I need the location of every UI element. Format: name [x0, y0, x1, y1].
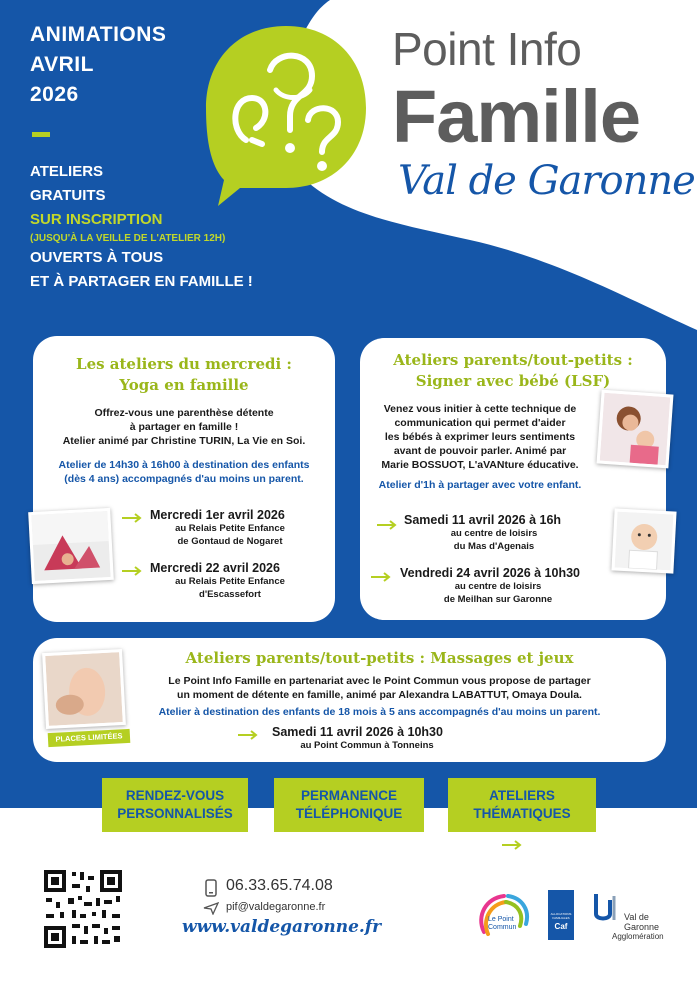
yoga-session-2: Mercredi 22 avril 2026 au Relais Petite Enfance d'Escassefort	[150, 561, 285, 600]
places-limitees-badge: PLACES LIMITÉES	[48, 729, 131, 747]
lsf-blue-1: Atelier d'1h à partager avec votre enfant.	[378, 479, 582, 491]
lsf-photo-mother-baby	[597, 390, 674, 469]
brand-famille: Famille	[392, 75, 640, 158]
lsf-session-2: Vendredi 24 avril 2026 à 10h30 au centre de loisirs de Meilhan sur Garonne	[400, 566, 580, 605]
ateliers-thematiques-button[interactable]: ATELIERS THÉMATIQUES	[448, 778, 596, 832]
phone-number[interactable]: 06.33.65.74.08	[226, 877, 333, 894]
yoga-text-1: Offrez-vous une parenthèse détente	[94, 407, 274, 419]
massage-photo	[42, 649, 126, 729]
yoga-text-3: Atelier animé par Christine TURIN, La Vie en Soi.	[62, 435, 306, 447]
arrow-icon	[122, 513, 144, 523]
arrow-icon	[377, 520, 399, 530]
yoga-blue-1: Atelier de 14h30 à 16h00 à destination des enfants	[58, 459, 310, 471]
lsf-title-1: Ateliers parents/tout-petits :	[393, 351, 633, 369]
qr-code-icon[interactable]	[42, 868, 124, 950]
green-dash	[32, 132, 50, 137]
lsf-text-1: Venez vous initier à cette technique de	[383, 403, 577, 415]
massage-title: Ateliers parents/tout-petits : Massages et jeux	[185, 649, 574, 667]
le-point-commun-logo: Le Point Commun	[474, 892, 532, 942]
yoga-title-1: Les ateliers du mercredi :	[76, 355, 292, 373]
massage-text-2: un moment de détente en famille, animé par Alexandra LABATTUT, Omaya Doula.	[177, 689, 582, 701]
send-icon	[203, 902, 219, 915]
rendez-vous-button[interactable]: RENDEZ-VOUS PERSONNALISÉS	[102, 778, 248, 832]
lsf-text-2: communication qui permet d'aider	[394, 417, 566, 429]
massage-session-1: Samedi 11 avril 2026 à 10h30 au Point Commun à Tonneins	[272, 725, 443, 751]
brand-point-info: Point Info	[392, 23, 582, 75]
ateliers-info: ATELIERS GRATUITS SUR INSCRIPTION (JUSQU'À LA VEILLE DE L'ATELIER 12H) OUVERTS À TOUS ET À PARTAGER EN FAMILLE !	[30, 163, 253, 290]
val-de-garonne-logo: Val de Garonne Agglomération	[590, 884, 668, 946]
lsf-session-1: Samedi 11 avril 2026 à 16h au centre de loisirs du Mas d'Agenais	[404, 513, 562, 552]
lsf-text-5: Marie BOSSUOT, L'aVANture éducative.	[381, 459, 579, 471]
yoga-blue-2: (dès 4 ans) accompagnés d'au moins un parent.	[64, 473, 304, 485]
website-link[interactable]: www.valdegaronne.fr	[182, 917, 382, 937]
arrow-icon	[122, 566, 144, 576]
question-bubble-logo	[200, 20, 372, 210]
arrow-icon	[371, 572, 393, 582]
massage-blue-1: Atelier à destination des enfants de 18 mois à 5 ans accompagnés d'au moins un parent.	[158, 706, 601, 718]
caf-logo: ALLOCATIONS FAMILIALES Caf	[548, 890, 574, 940]
yoga-title-2: Yoga en famille	[119, 376, 249, 394]
massage-text-1: Le Point Info Famille en partenariat avec le Point Commun vous propose de partager	[168, 675, 591, 687]
yoga-session-1: Mercredi 1er avril 2026 au Relais Petite Enfance de Gontaud de Nogaret	[150, 508, 285, 547]
phone-icon	[204, 879, 218, 897]
yoga-text-2: à partager en famille !	[129, 421, 239, 433]
arrow-icon	[502, 840, 524, 850]
lsf-text-4: avant de pouvoir parler. Animé par	[393, 445, 567, 457]
brand-val-de-garonne: Val de Garonne	[398, 158, 695, 204]
yoga-photo	[28, 508, 114, 584]
animations-title: ANIMATIONS AVRIL 2026	[30, 23, 167, 106]
email-address[interactable]: pif@valdegaronne.fr	[226, 901, 326, 913]
arrow-icon	[238, 730, 260, 740]
lsf-text-3: les bébés à exprimer leurs sentiments	[384, 431, 576, 443]
lsf-photo-baby	[611, 508, 676, 573]
permanence-button[interactable]: PERMANENCE TÉLÉPHONIQUE	[274, 778, 424, 832]
lsf-title-2: Signer avec bébé (LSF)	[415, 372, 611, 390]
